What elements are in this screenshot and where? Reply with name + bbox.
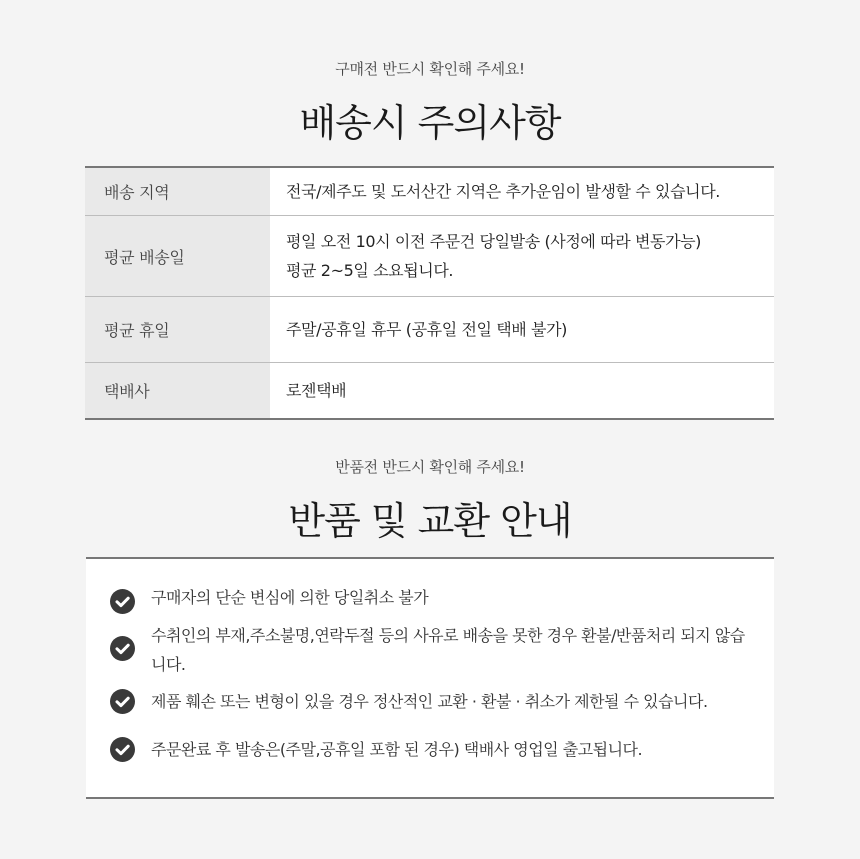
check-circle-icon xyxy=(110,737,135,762)
shipping-subtitle: 구매전 반드시 확인해 주세요! xyxy=(335,60,525,78)
returns-subtitle: 반품전 반드시 확인해 주세요! xyxy=(335,458,525,476)
row-value-line: 로젠택배 xyxy=(286,381,347,400)
row-label: 평균 배송일 xyxy=(85,216,270,296)
notice-text: 주문완료 후 발송은(주말,공휴일 포함 된 경우) 택배사 영업일 출고됩니다. xyxy=(151,740,643,759)
row-label: 택배사 xyxy=(85,363,270,418)
row-value xyxy=(270,297,774,362)
notice-text: 제품 훼손 또는 변형이 있을 경우 정산적인 교환 · 환불 · 취소가 제한될 수 있습니다. xyxy=(151,692,708,711)
row-value-line: 평균 2~5일 소요됩니다. xyxy=(286,261,454,280)
returns-title: 반품 및 교환 안내 xyxy=(288,499,572,543)
row-label: 배송 지역 xyxy=(85,168,270,215)
returns-notice-box xyxy=(86,557,774,799)
shipping-title: 배송시 주의사항 xyxy=(299,101,561,145)
row-value-line: 주말/공휴일 휴무 (공휴일 전일 택배 불가) xyxy=(286,320,568,339)
notice-text: 수취인의 부재,주소불명,연락두절 등의 사유로 배송을 못한 경우 환불/반품처리 되지 않습니다. xyxy=(151,626,745,674)
check-circle-icon xyxy=(110,636,135,661)
table-row-shipping-area xyxy=(85,168,774,215)
table-row-courier xyxy=(85,362,774,418)
shipping-info-table xyxy=(85,166,774,420)
table-row-holiday xyxy=(85,296,774,362)
row-value xyxy=(270,363,774,418)
row-value-line: 평일 오전 10시 이전 주문건 당일발송 (사정에 따라 변동가능) xyxy=(286,232,702,251)
row-value-line: 전국/제주도 및 도서산간 지역은 추가운임이 발생할 수 있습니다. xyxy=(286,182,720,201)
row-value xyxy=(270,168,774,215)
notice-text: 구매자의 단순 변심에 의한 당일취소 불가 xyxy=(151,588,429,607)
row-value xyxy=(270,216,774,296)
check-circle-icon xyxy=(110,589,135,614)
check-circle-icon xyxy=(110,689,135,714)
table-row-average-delivery xyxy=(85,215,774,296)
row-label: 평균 휴일 xyxy=(85,297,270,362)
